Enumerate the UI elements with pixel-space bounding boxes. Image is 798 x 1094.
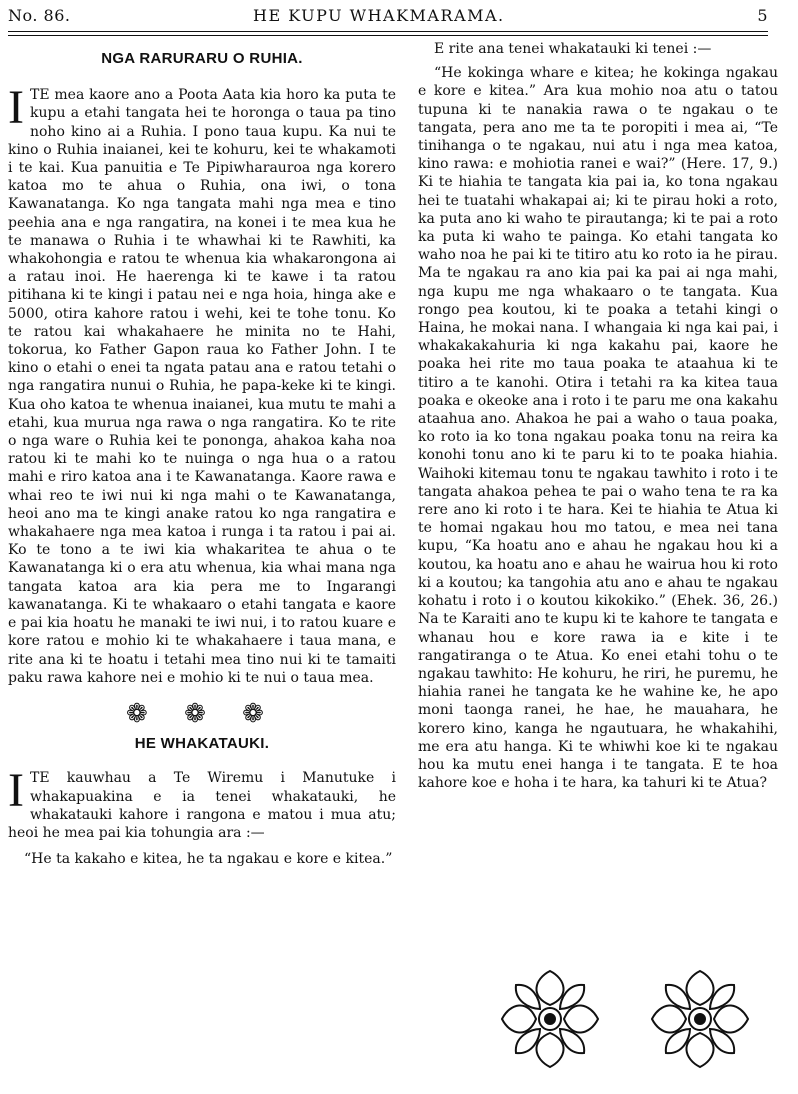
page-header [8,2,768,32]
publication-title: HE KUPU WHAKMARAMA. [253,6,505,25]
header-rule-thin [8,35,768,36]
article-title-ruhia: NGA RARURARU O RUHIA. [101,50,303,67]
continuation-body: “He kokinga whare e kitea; he kokinga ngakau e kore e kitea.” Ara kua mohio noa atu o tatou tupuna ki te nanakia rawa o te ngakau o te tangata, pera ano me ta te poropiti i mea ai, “Te tinihanga o te ngakau, nui atu i nga mea katoa, kino rawa: e mohiotia ranei e wai?” (Here. 17, 9.) Ki te hiahia te tangata kia pai ia, ko tona ngakau hei te tuatahi whakapai ai; ki te pirau hoki a roto, ka puta ano ki waho te pirautanga; ki te pai a roto ka puta ki waho te painga. Ko etahi tangata ko waho noa he pai ki te titiro atu ko roto ia he pirau. Ma te ngakau ra ano kia pai ka pai ai nga mahi, nga kupu me nga whakaaro o te tangata. Kua rongo pea koutou, ki te poaka a tetahi kingi o Haina, he mokai nana. I whangaia ki nga kai pai, i whakakakahuria ki nga kakahu pai, kaore he poaka hei rite mo taua poaka te ataahua ki te titiro a te kanohi. Otira i tetahi ra ka kitea taua poaka e okeoke ana i roto i te paru me ona kakahu ataahua ano. Ahakoa he pai a waho o taua poaka, ko roto ia ko tona ngakau poaka tonu na reira ka konohi tonu ano ki te paru ki to te poaka hiahia. Waihoki kitemau tonu te ngakau tawhito i roto i te tangata ahakoa pehea te pai o waho tena te ra ka rere ano ki roto i te hara. Kei te hiahia te Atua ki te homai ngakau hou mo tatou, e mea nei tana kupu, “Ka hoatu ano e ahau he ngakau hou ki a koutou, ka hoatu ano e ahau he wairua hou ki roto ki a koutou; ka tangohia atu ano e ahau te ngakau kohatu i roto i o koutou kikokiko.” (Ehek. 36, 26.) Na te Karaiti ano te kupu ki te kahore te tangata e whanau hou e kore rawa ia e kite i te rangatiranga o te Atua. Ko enei etahi tohu o te ngakau tawhito: He kohuru, he riri, he puremu, he hiahia ranei he tangata ke he wahine ke, he apo moni taonga ranei, he hae, he mauahara, he korero kino, kanga he ngautuara, he whakahihi, me era atu hanga. Ki te whiwhi koe ki te ngakau hou ka mutu enei hanga i te tangata. E te hoa kahore koe e hoha i te hara, ka tahuri ki te Atua? [418,65,779,792]
header-rule [8,31,768,32]
article-paragraph: TE mea kaore ano a Poota Aata kia horo ka puta te kupu a etahi tangata hei te horonga o taua pa tino noho kino ai a Ruhia. I pono taua kupu. Ka nui te kino o Ruhia inaianei, kei te kohuru, kei te whakamoti i te kai. Kua panuitia e Te Pipiwharauroa nga korero katoa mo te ahua o Ruhia, ona iwi, o tona Kawanatanga. Ko nga tangata mahi nga mea e tino peehia ana e nga rangatira, na konei i te mea kua he te manawa o Ruhia i te whawhai ki te Rawhiti, ka whakohongia e ratou te whenua kia whakarongona ai a ratau inoi. He haerenga ki te kawe i ta ratou pitihana ki te kingi i patau nei e nga hoia, hinga ake e 5000, otira kahore ratou i wehi, kei te tohe tonu. Ko te ratou kai whakahaere he minita no te Hahi, tokorua, ko Father Gapon raua ko Father John. I te kino o etahi o enei ta ngata patau ana e ratou tetahi o nga rangatira nunui o Ruhia, he papa-keke ki te kingi. Kua oho katoa te whenua inaianei, kua mutu te mahi a etahi, kua murua nga rawa o nga rangatira. Ko te rite o nga ware o Ruhia kei te pononga, ahakoa kaha noa ratou ki te mahi ko te nuinga o nga hua o a ratou mahi e riro katoa ana i te Kawanatanga. Kaore rawa e whai reo te iwi nui ki nga mahi o te Kawanatanga, heoi ano ma te kingi anake ratou ko nga rangatira e whakahaere nga mea katoa i runga i ta ratou i pai ai. Ko te tono a te iwi kia whakaritea te ahua o te Kawanatanga ki o era atu whenua, kia whai mana nga tangata katoa ara kia pera me to Ingarangi kawanatanga. Ki te whakaaro o etahi tangata e kaore e pai kia hoatu he manaki te iwi nui, i to ratou kuare e kore ratou e mohio ki te whakahaere i taua mana, e rite ana ki te hoatu i tetahi mea tino nui ki te tamaiti paku rawa kahore nei e mohio ki te nui o taua mea. [8,87,396,686]
drop-cap: I [8,764,24,818]
left-column [8,40,396,868]
article-paragraph: TE kauwhau a Te Wiremu i Manutuke i whakapuakina e ia tenei whakatauki, he whakatauki kahore i rangona e matou i mua atu; heoi he mea pai kia tohungia ara :— [8,770,396,841]
article-title-whakatauki: HE WHAKATAUKI. [134,735,270,753]
article-body-ruhia [8,81,396,687]
page-number: 5 [757,6,768,25]
right-column [418,40,778,792]
drop-cap: I [8,81,24,135]
ornament-divider: ❁ ❁ ❁ [126,698,278,729]
article-body-whakatauki [8,764,396,842]
proverb-quote: “He ta kakaho e kitea, he ta ngakau e kore e kitea.” [24,851,393,868]
rose-ornament-icon [500,964,760,1074]
rose-ornaments [500,964,760,1074]
issue-number: No. 86. [8,6,71,25]
continuation-intro: E rite ana tenei whakatauki ki tenei :— [434,41,712,57]
